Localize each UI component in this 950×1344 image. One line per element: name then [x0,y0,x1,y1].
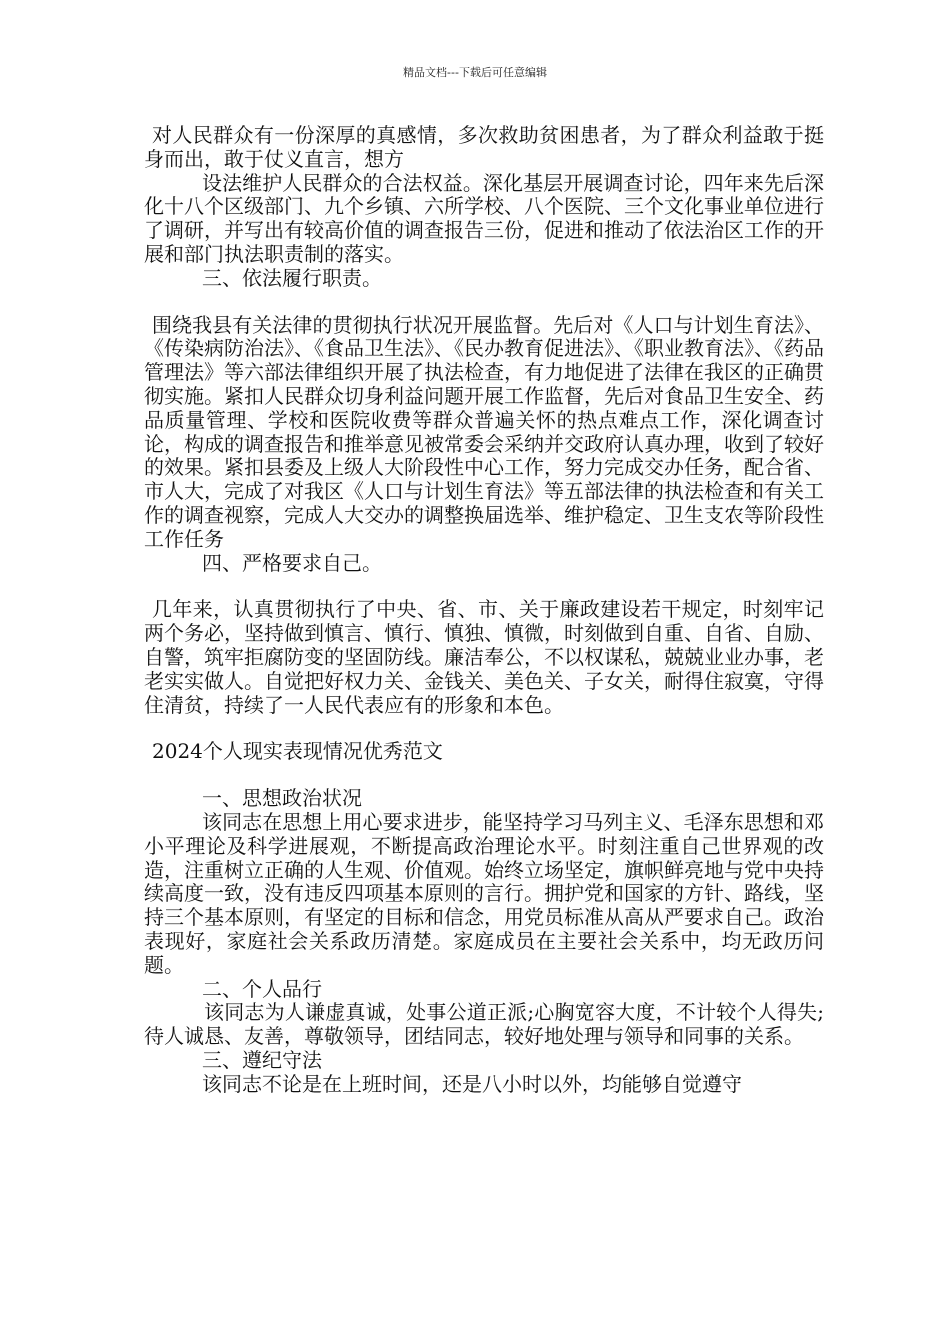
section-heading-duties: 三、依法履行职责。 [202,265,382,290]
section-heading-political: 一、思想政治状况 [202,786,362,811]
document-body [144,124,824,1096]
paragraph-character: 该同志为人谦虚真诚，处事公道正派;心胸宽容大度，不计较个人得失;待人诚恳、友善，尊敬领导，团结同志，较好地处理与领导和同事的关系。 [144,1000,824,1049]
paragraph-law-abiding: 该同志不论是在上班时间，还是八小时以外，均能够自觉遵守 [202,1071,742,1096]
section-heading-self-discipline: 四、严格要求自己。 [202,550,382,575]
page-header: 精品文档---下载后可任意编辑 [403,66,547,79]
paragraph-law-supervision: 围绕我县有关法律的贯彻执行状况开展监督。先后对《人口与计划生育法》、《传染病防治法》、《食品卫生法》、《民办教育促进法》、《职业教育法》、《药品管理法》等六部法律组织开展了执法检查，有力地促进了法律在我区的正确贯彻实施。紧扣人民群众切身利益问题开展工作监督，先后对食品卫生安全、药品质量管理、学校和医院收费等群众普遍关怀的热点难点工作，深化调查讨论，构成的调查报告和推举意见被常委会采纳并交政府认真办理，收到了较好的效果。紧扣县委及上级人大阶段性中心工作，努力完成交办任务，配合省、市人大，完成了对我区《人口与计划生育法》等五部法律的执法检查和有关工作的调查视察，完成人大交办的调整换届选举、维护稳定、卫生支农等阶段性工作任务 [144,312,824,551]
paragraph-investigation: 设法维护人民群众的合法权益。深化基层开展调查讨论，四年来先后深化十八个区级部门、九个乡镇、六所学校、八个医院、三个文化事业单位进行了调研，并写出有较高价值的调查报告三份，促进和推动了依法治区工作的开展和部门执法职责制的落实。 [144,170,824,266]
paragraph-political: 该同志在思想上用心要求进步，能坚持学习马列主义、毛泽东思想和邓小平理论及科学进展观，不断提高政治理论水平。时刻注重自己世界观的改造，注重树立正确的人生观、价值观。始终立场坚定，旗帜鲜亮地与党中央持续高度一致，没有违反四项基本原则的言行。拥护党和国家的方针、路线，坚持三个基本原则，有坚定的目标和信念，用党员标准从高从严要求自己。政治表现好，家庭社会关系政历清楚。家庭成员在主要社会关系中，均无政历问题。 [144,809,824,977]
section-heading-character: 二、个人品行 [202,976,322,1001]
paragraph-integrity: 几年来，认真贯彻执行了中央、省、市、关于廉政建设若干规定，时刻牢记两个务必，坚持做到慎言、慎行、慎独、慎微，时刻做到自重、自省、自励、自警，筑牢拒腐防变的坚固防线。廉洁奉公，不以权谋私，兢兢业业办事，老老实实做人。自觉把好权力关、金钱关、美色关、子女关，耐得住寂寞，守得住清贫，持续了一人民代表应有的形象和本色。 [144,597,824,717]
document-title: 2024个人现实表现情况优秀范文 [152,739,443,764]
paragraph-public-sentiment: 对人民群众有一份深厚的真感情，多次救助贫困患者，为了群众利益敢于挺身而出，敢于仗义直言，想方 [144,123,824,171]
section-heading-law-abiding: 三、遵纪守法 [202,1047,322,1072]
